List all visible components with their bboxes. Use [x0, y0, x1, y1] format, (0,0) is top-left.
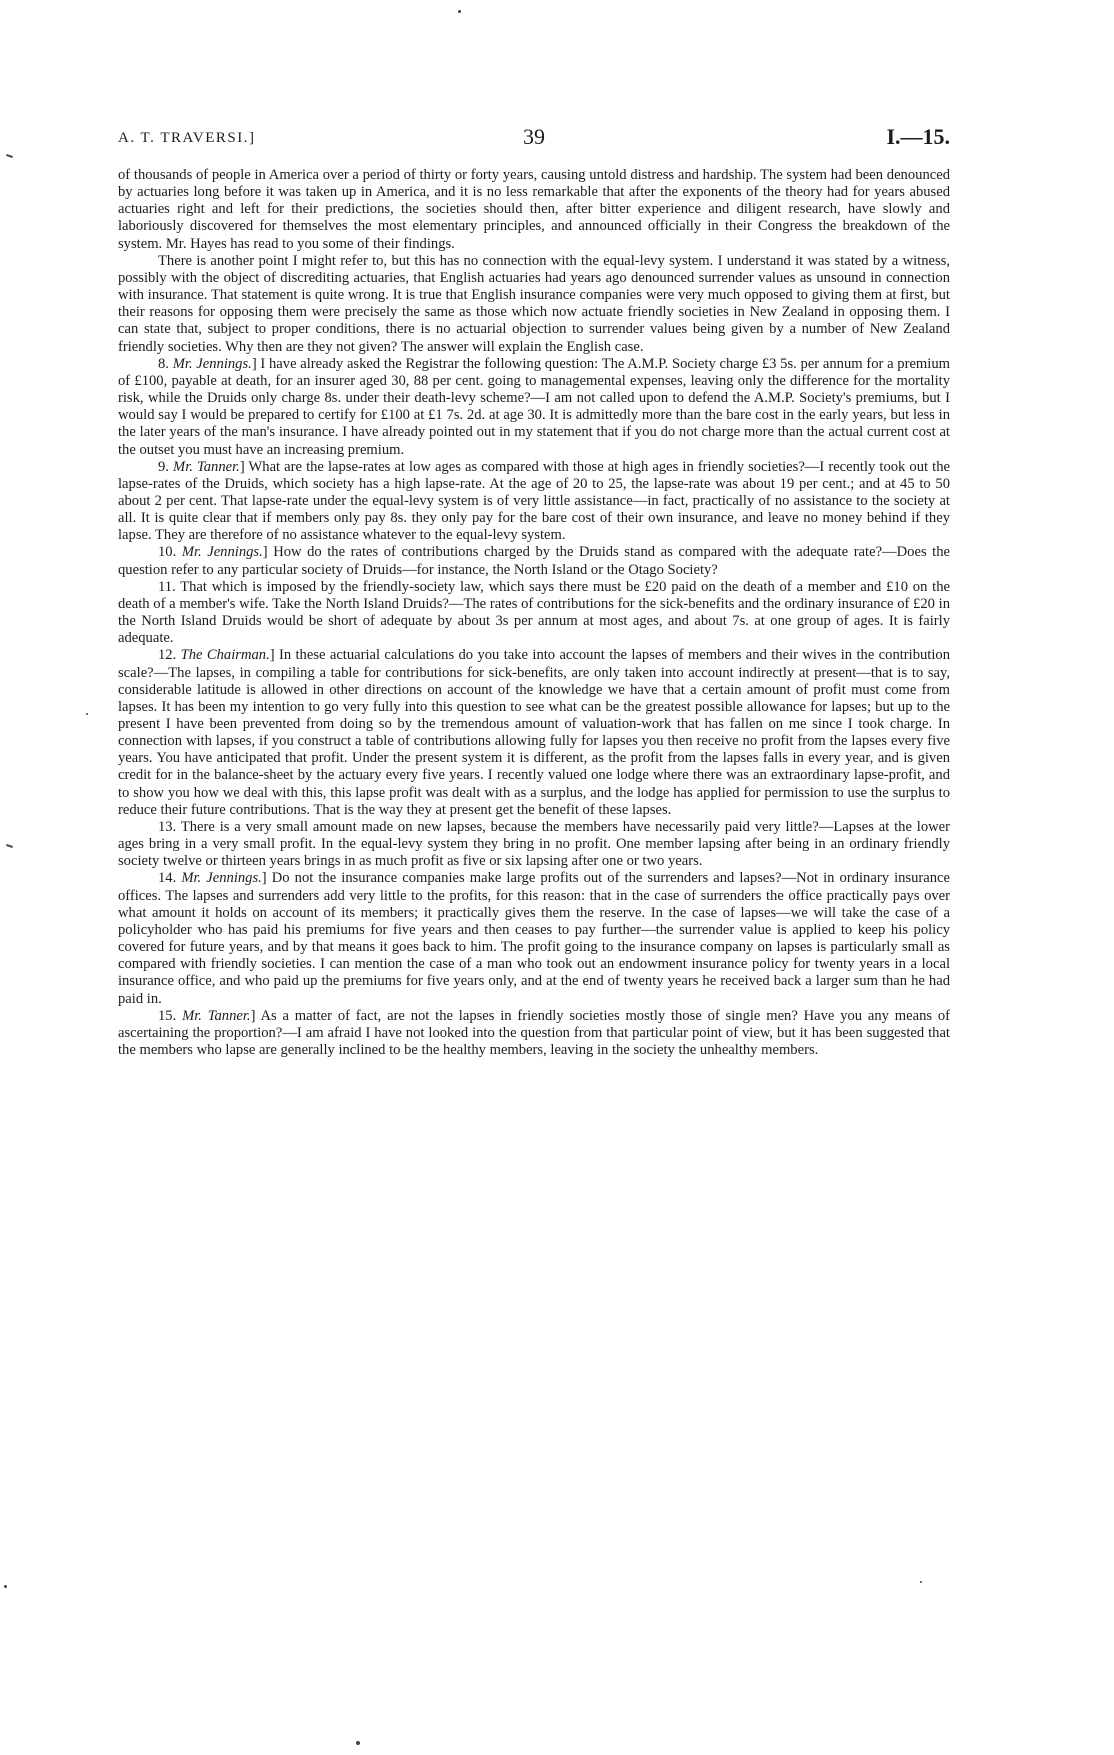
speaker-name: Mr. Tanner.	[173, 458, 240, 475]
paragraph-text: That which is imposed by the friendly-society law, which says there must be £20 paid on the death of a member and £10 on the death of a member's wife. Take the North Island Druids?—The rates of contributions for the sick-benefits and the ordinary insurance of £20 in the North Island Druids would be short of adequate by about 3s per annum at most ages, and about 7s. at one group of ages. It is fairly adequate.	[118, 578, 950, 647]
question-number: 9.	[158, 458, 169, 475]
testimony-body	[118, 167, 950, 1059]
question-number: 10.	[158, 544, 177, 561]
question-number: 11.	[158, 578, 176, 595]
scan-speck-right	[920, 1581, 922, 1583]
scan-speck-left-1	[6, 154, 13, 158]
paragraph-text: There is another point I might refer to, but this has no connection with the equal-levy system. I understand it was stated by a witness, possibly with the object of discrediting actuaries, that English actuaries had years ago denounced surrender values as unsound in connection with insurance. That statement is quite wrong. It is true that English insurance companies were very much opposed to giving them at first, but their reasons for opposing them were precisely the same as those which now actuate friendly societies in New Zealand in opposing them. I can state that, subject to proper conditions, there is no actuarial objection to surrender values being given by a number of New Zealand friendly societies. Why then are they not given? The answer will explain the English case.	[118, 252, 950, 355]
question-number: 15.	[158, 1007, 177, 1024]
paragraph-text: In these actuarial calculations do you take into account the lapses of members and their wives in the contribution scale?—The lapses, in compiling a table for contributions for sick-benefits, are only taken into account indirectly at present—that is to say, considerable latitude is allowed in other directions on account of the knowledge we have that a certain amount of profit must come from lapses. It has been my intention to go very fully into this question to see what can be the greatest possible allowance for lapses; but up to the present I have been prevented from doing so by the tremendous amount of valuation-work that has fallen on me since I took charge. In connection with lapses, if you construct a table of contributions allowing fully for lapses you then receive no profit from the lapses every five years. You have anticipated that profit. Under the present system it is different, as the profit from the lapses falls in every year, and is given credit for in the balance-sheet by the actuary every five years. I recently valued one lodge where there was an extraordinary lapse-profit, and to show you how we deal with this, this lapse profit was dealt with as a surplus, and the lodge has applied for permission to use the surplus to reduce their future contributions. That is the way they at present get the benefit of these lapses.	[118, 647, 951, 818]
paragraph-text: How do the rates of contributions charged by the Druids stand as compared with the adequate rate?—Does the question refer to any particular society of Druids—for instance, the North Island or the Otago Society?	[118, 544, 951, 578]
question-paragraph: 14. Mr. Jennings.] Do not the insurance companies make large profits out of the surrenders and lapses?—Not in ordinary insurance offices. The lapses and surrenders add very little to the profits, for this reason: that in the case of surrenders the office practically pays over what amount it holds on account of its members; it practically gives them the reserve. In the case of lapses—we will take the case of a policyholder who has paid his premiums for five years and then ceases to pay further—the surrender value is applied to keep his policy covered for future years, and by that means it goes back to him. The profit going to the insurance company on lapses is particularly small as compared with friendly societies. I can mention the case of a man who took out an endowment insurance policy for twenty years in a local insurance office, and who paid up the premiums for five years only, and at the end of twenty years he received back a larger sum than he had paid in.	[118, 870, 950, 1007]
question-number: 14.	[158, 870, 177, 887]
paragraph	[118, 167, 950, 253]
question-paragraph: 15. Mr. Tanner.] As a matter of fact, are not the lapses in friendly societies mostly those of single men? Have you any means of ascertaining the proportion?—I am afraid I have not looked into the question from that particular point of view, but it has been suggested that the members who lapse are generally inclined to be the healthy members, leaving in the society the unhealthy members.	[118, 1007, 951, 1058]
paragraph-text: of thousands of people in America over a period of thirty or forty years, causing untold distress and hardship. The system had been denounced by actuaries long before it was taken up in America, and it is no less remarkable that after the exponents of the theory had for years abused actuaries right and left for their predictions, the societies should then, after bitter experience and diligent research, have slowly and laboriously discovered for themselves the most elementary principles, and announced officially in their Congress the breakdown of the system. Mr. Hayes has read to you some of their findings.	[118, 167, 950, 252]
page-header	[118, 124, 950, 154]
speaker-name: Mr. Jennings.	[181, 870, 262, 887]
author-heading: A. T. TRAVERSI.]	[118, 130, 256, 146]
paragraph	[118, 253, 950, 356]
scan-speck-bottom-left	[4, 1585, 7, 1588]
page-number: 39	[523, 124, 545, 149]
speaker-name: Mr. Tanner.	[182, 1007, 251, 1024]
question-paragraph	[118, 579, 950, 648]
question-number: 8.	[158, 355, 169, 372]
paragraph-text: There is a very small amount made on new lapses, because the members have necessarily paid very little?—Lapses at the lower ages bring in a very small profit. In the equal-levy system they bring in no profit. One member lapsing after being in an ordinary friendly society twelve or thirteen years brings in as much profit as five or six lapsing after one or two years.	[118, 818, 951, 870]
question-number: 12.	[158, 647, 177, 664]
question-paragraph: 10. Mr. Jennings.] How do the rates of contributions charged by the Druids stand as compared with the adequate rate?—Does the question refer to any particular society of Druids—for instance, the North Island or the Otago Society?	[118, 544, 951, 578]
speaker-name: The Chairman.	[180, 647, 270, 664]
question-number: 13.	[158, 818, 177, 835]
scan-speck-mid-left	[86, 713, 88, 715]
question-paragraph	[118, 819, 950, 870]
paragraph-text: Do not the insurance companies make large profits out of the surrenders and lapses?—Not in ordinary insurance offices. The lapses and surrenders add very little to the profits, for this reason: that in the case of surrenders the office practically pays over what amount it holds on account of its members; it practically gives them the reserve. In the case of lapses—we will take the case of a policyholder who has paid his premiums for five years and then ceases to pay further—the surrender value is applied to keep his policy covered for future years, and by that means it goes back to him. The profit going to the insurance company on lapses is particularly small as compared with friendly societies. I can mention the case of a man who took out an endowment insurance policy for twenty years in a local insurance office, and who paid up the premiums for five years only, and at the end of twenty years he received back a larger sum than he had paid in.	[118, 870, 950, 1007]
scan-speck-bottom	[356, 1741, 360, 1745]
question-paragraph: 9. Mr. Tanner.] What are the lapse-rates at low ages as compared with those at high ages in friendly societies?—I recently took out the lapse-rates of the Druids, which society has a high lapse-rate. At the age of 20 to 25, the lapse-rate was about 19 per cent.; and at 45 to 50 about 2 per cent. That lapse-rate under the equal-levy system is of very little assistance—in fact, practically of no assistance to the society at all. It is quite clear that if members only pay 8s. they only pay for the bare cost of their own insurance, and leave no money behind if they lapse. They are therefore of no assistance whatever to the equal-levy system.	[118, 458, 950, 544]
paragraph-text: As a matter of fact, are not the lapses in friendly societies mostly those of single men? Have you any means of ascertaining the proportion?—I am afraid I have not looked into the question from that particular point of view, but it has been suggested that the members who lapse are generally inclined to be the healthy members, leaving in the society the unhealthy members.	[118, 1007, 951, 1058]
scan-speck-top	[458, 10, 461, 13]
scan-speck-left-2	[6, 844, 13, 848]
paragraph-text: I have already asked the Registrar the following question: The A.M.P. Society charge £3 5s. per annum for a premium of £100, payable at death, for an insurer aged 30, 88 per cent. going to managemental expenses, leaving only the difference for the mortality risk, while the Druids only charge 8s. under their death-levy scheme?—I am not called upon to defend the A.M.P. Society's premiums, but I would say I would be prepared to certify for £100 at £1 7s. 2d. at age 30. It is admittedly more than the bare cost in the early years, but less in the later years of the man's insurance. I have already pointed out in my statement that if you do not charge more than the actual current cost at the outset you must have an increasing premium.	[118, 355, 950, 458]
speaker-name: Mr. Jennings.	[172, 355, 252, 372]
question-paragraph: 8. Mr. Jennings.] I have already asked the Registrar the following question: The A.M.P. Society charge £3 5s. per annum for a premium of £100, payable at death, for an insurer aged 30, 88 per cent. going to managemental expenses, leaving only the difference for the mortality risk, while the Druids only charge 8s. under their death-levy scheme?—I am not called upon to defend the A.M.P. Society's premiums, but I would say I would be prepared to certify for £100 at £1 7s. 2d. at age 30. It is admittedly more than the bare cost in the early years, but less in the later years of the man's insurance. I have already pointed out in my statement that if you do not charge more than the actual current cost at the outset you must have an increasing premium.	[118, 355, 950, 458]
speaker-name: Mr. Jennings.	[181, 544, 263, 561]
question-paragraph: 12. The Chairman.] In these actuarial calculations do you take into account the lapses of members and their wives in the contribution scale?—The lapses, in compiling a table for contributions for sick-benefits, are only taken into account indirectly at present—that is to say, considerable latitude is allowed in other directions on account of the knowledge we have that a certain amount of profit must come from lapses. It has been my intention to go very fully into this question to see what can be the greatest possible allowance for lapses; but up to the present I have been prevented from doing so by the tremendous amount of valuation-work that has fallen on me since I took charge. In connection with lapses, if you construct a table of contributions allowing fully for lapses you then receive no profit from the lapses every five years. You have anticipated that profit. Under the present system it is different, as the profit from the lapses falls in every year, and is given credit for in the balance-sheet by the actuary every five years. I recently valued one lodge where there was an extraordinary lapse-profit, and to show you how we deal with this, this lapse profit was dealt with as a surplus, and the lodge has applied for permission to use the surplus to reduce their future contributions. That is the way they at present get the benefit of these lapses.	[118, 647, 951, 818]
report-code: I.—15.	[886, 124, 950, 149]
paragraph-text: What are the lapse-rates at low ages as compared with those at high ages in friendly societies?—I recently took out the lapse-rates of the Druids, which society has a high lapse-rate. At the age of 20 to 25, the lapse-rate was about 19 per cent.; and at 45 to 50 about 2 per cent. That lapse-rate under the equal-levy system is of very little assistance—in fact, practically of no assistance to the society at all. It is quite clear that if members only pay 8s. they only pay for the bare cost of their own insurance, and leave no money behind if they lapse. They are therefore of no assistance whatever to the equal-levy system.	[118, 458, 950, 544]
